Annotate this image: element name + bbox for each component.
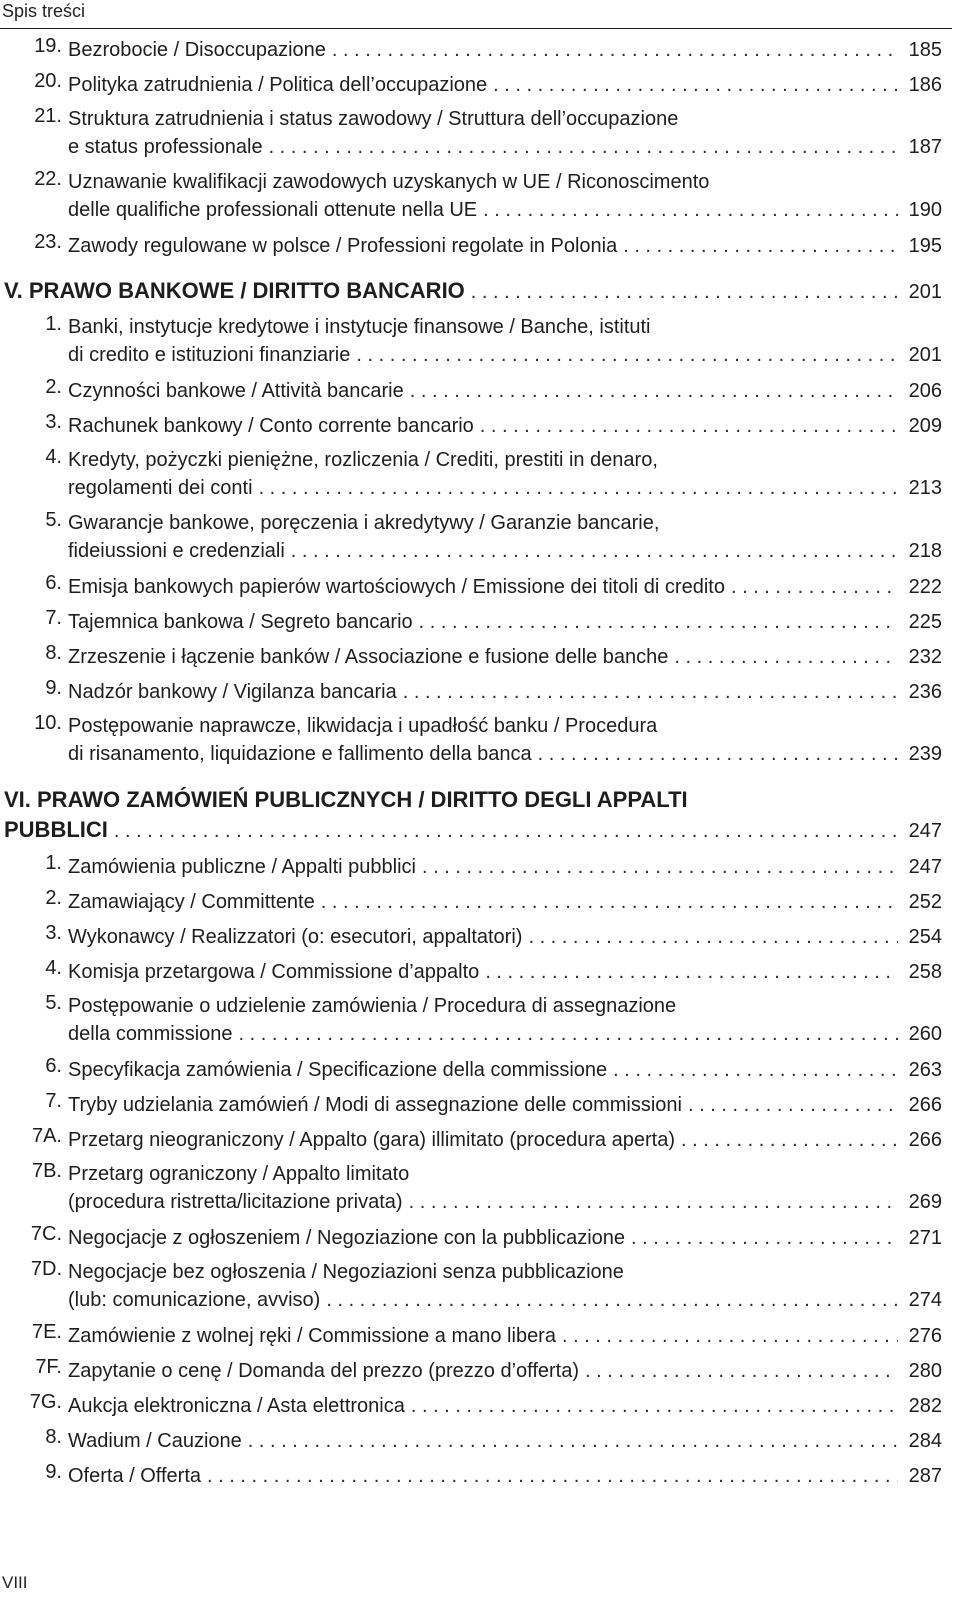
dot-leader — [248, 1427, 898, 1455]
toc-page-number: 225 — [908, 611, 942, 633]
toc-title-line: Przetarg ograniczony / Appalto limitato — [68, 1163, 410, 1185]
dot-leader — [731, 573, 898, 601]
toc-entry-body — [68, 1224, 942, 1252]
toc-entry — [0, 674, 942, 709]
running-header-title: Spis treści — [2, 1, 86, 21]
toc-title-final-line — [68, 1091, 942, 1119]
toc-entry-body — [4, 276, 942, 307]
toc-title-final-line — [4, 815, 942, 846]
toc-entry-number: 2. — [45, 376, 62, 398]
toc-entry — [0, 102, 942, 165]
toc-entry — [0, 1318, 942, 1353]
toc-entry-body — [68, 412, 942, 440]
toc-entry-number: 6. — [45, 1055, 62, 1077]
header-divider — [0, 28, 952, 29]
toc-title-line: V. PRAWO BANKOWE / DIRITTO BANCARIO — [4, 278, 465, 303]
toc-title-line: Nadzór bankowy / Vigilanza bancaria — [68, 681, 397, 703]
toc-entry-body — [68, 1091, 942, 1119]
page-number-footer: VIII — [2, 1573, 28, 1592]
toc-entry-number: 6. — [45, 572, 62, 594]
dot-leader — [623, 232, 898, 260]
toc-entry-body — [68, 36, 942, 64]
toc-page-number: 254 — [908, 926, 942, 948]
toc-entry-number: 7B. — [31, 1160, 62, 1182]
toc-title-line: Negocjacje z ogłoszeniem / Negoziazione con la pubblicazione — [68, 1227, 626, 1249]
toc-section-heading — [0, 273, 942, 310]
dot-leader — [410, 377, 898, 405]
toc-title-line: delle qualifiche professionali ottenute nella UE — [68, 199, 478, 221]
dot-leader — [291, 537, 898, 565]
toc-entry — [0, 884, 942, 919]
toc-title-line: Struktura zatrudnienia i status zawodowy / Struttura dell’occupazione — [68, 108, 679, 130]
dot-leader — [403, 678, 898, 706]
toc-entry-body — [68, 1258, 942, 1314]
toc-entry-number: 9. — [45, 1461, 62, 1483]
toc-entry-number: 7G. — [29, 1391, 62, 1413]
toc-page-number: 187 — [908, 136, 942, 158]
toc-entry-number: 7. — [45, 607, 62, 629]
toc-title-line: Zamawiający / Committente — [68, 891, 315, 913]
toc-entry — [0, 1423, 942, 1458]
toc-entry-body — [68, 71, 942, 99]
dot-leader — [688, 1091, 898, 1119]
toc-page-number: 287 — [908, 1465, 942, 1487]
toc-title-line: regolamenti dei conti — [68, 477, 253, 499]
dot-leader — [114, 816, 898, 846]
toc-entry-number: 10. — [34, 712, 62, 734]
toc-entry-body — [68, 923, 942, 951]
toc-entry-body — [68, 1322, 942, 1350]
toc-title-line: Gwarancje bankowe, poręczenia i akredytywy / Garanzie bancarie, — [68, 512, 660, 534]
toc-entry-number: 7F. — [35, 1356, 62, 1378]
toc-entry — [0, 32, 942, 67]
dot-leader — [239, 1020, 898, 1048]
dot-leader — [562, 1322, 898, 1350]
dot-leader — [321, 888, 898, 916]
toc-entry-number: 2. — [45, 887, 62, 909]
toc-title-line: Kredyty, pożyczki pieniężne, rozliczenia / Crediti, prestiti in denaro, — [68, 449, 658, 471]
toc-page-number: 258 — [908, 961, 942, 983]
toc-title-line: Zawody regulowane w polsce / Professioni regolate in Polonia — [68, 235, 618, 257]
toc-page-number: 252 — [908, 891, 942, 913]
toc-entry — [0, 919, 942, 954]
toc-title-final-line — [68, 341, 942, 369]
toc-entry — [0, 165, 942, 228]
toc-page-number: 263 — [908, 1059, 942, 1081]
dot-leader — [585, 1357, 898, 1385]
toc-entry-body — [68, 608, 942, 636]
toc-title-final-line — [68, 537, 942, 565]
toc-title-line: (procedura ristretta/licitazione privata) — [68, 1191, 403, 1213]
toc-page-number: 213 — [908, 477, 942, 499]
toc-entry-number: 8. — [45, 1426, 62, 1448]
dot-leader — [631, 1224, 898, 1252]
toc-entry — [0, 373, 942, 408]
toc-page-number: 222 — [908, 576, 942, 598]
toc-entry-number: 9. — [45, 677, 62, 699]
toc-entry — [0, 639, 942, 674]
toc-title-line: Wadium / Cauzione — [68, 1430, 242, 1452]
toc-entry — [0, 1353, 942, 1388]
toc-title-final-line — [68, 740, 942, 768]
toc-page-number: 195 — [908, 235, 942, 257]
toc-entry-body — [4, 785, 942, 846]
toc-entry-number: 1. — [45, 313, 62, 335]
dot-leader — [409, 1188, 898, 1216]
toc-title-line: Emisja bankowych papierów wartościowych / Emissione dei titoli di credito — [68, 576, 725, 598]
toc-title-line: fideiussioni e credenziali — [68, 540, 285, 562]
toc-title-line: Aukcja elektroniczna / Asta elettronica — [68, 1395, 405, 1417]
dot-leader — [422, 853, 898, 881]
toc-page-number: 236 — [908, 681, 942, 703]
toc-page-number: 271 — [908, 1227, 942, 1249]
toc-title-line: Postępowanie naprawcze, likwidacja i upadłość banku / Procedura — [68, 715, 658, 737]
toc-entry-number: 7D. — [30, 1258, 62, 1280]
dot-leader — [356, 341, 898, 369]
toc-title-final-line — [68, 853, 942, 881]
toc-entry — [0, 67, 942, 102]
toc-title-line: Przetarg nieograniczony / Appalto (gara) illimitato (procedura aperta) — [68, 1129, 675, 1151]
toc-entry — [0, 1122, 942, 1157]
toc-title-final-line — [4, 276, 942, 307]
toc-title-final-line — [68, 608, 942, 636]
toc-title-line: di credito e istituzioni finanziarie — [68, 344, 351, 366]
toc-title-line: Oferta / Offerta — [68, 1465, 202, 1487]
toc-entry-body — [68, 313, 942, 369]
toc-entry-body — [68, 573, 942, 601]
toc-entry-number: 22. — [34, 168, 62, 190]
toc-entry-body — [68, 1056, 942, 1084]
toc-title-line: (lub: comunicazione, avviso) — [68, 1289, 321, 1311]
dot-leader — [681, 1126, 898, 1154]
toc-entry-number: 5. — [45, 992, 62, 1014]
toc-title-line: Zamówienia publiczne / Appalti pubblici — [68, 856, 416, 878]
toc-entry — [0, 1087, 942, 1122]
toc-page-number: 276 — [908, 1325, 942, 1347]
toc-entry-body — [68, 509, 942, 565]
toc-title-line: Wykonawcy / Realizzatori (o: esecutori, appaltatori) — [68, 926, 523, 948]
toc-title-line: Rachunek bankowy / Conto corrente bancario — [68, 415, 474, 437]
toc-entry-number: 7. — [45, 1090, 62, 1112]
toc-title-final-line — [68, 1056, 942, 1084]
toc-entry-number: 1. — [45, 852, 62, 874]
table-of-contents — [0, 32, 942, 1493]
toc-entry-body — [68, 1462, 942, 1490]
toc-page-number: 247 — [908, 820, 942, 842]
toc-page-number: 239 — [908, 743, 942, 765]
toc-entry — [0, 506, 942, 569]
toc-entry-body — [68, 1427, 942, 1455]
toc-title-final-line — [68, 1020, 942, 1048]
toc-title-line: Zrzeszenie i łączenie banków / Associazione e fusione delle banche — [68, 646, 669, 668]
toc-title-line: Specyfikacja zamówienia / Specificazione della commissione — [68, 1059, 608, 1081]
toc-entry-body — [68, 446, 942, 502]
toc-title-final-line — [68, 888, 942, 916]
toc-entry — [0, 604, 942, 639]
toc-title-final-line — [68, 1126, 942, 1154]
toc-entry — [0, 228, 942, 263]
toc-entry-number: 5. — [45, 509, 62, 531]
dot-leader — [613, 1056, 898, 1084]
toc-page-number: 266 — [908, 1129, 942, 1151]
dot-leader — [326, 1286, 898, 1314]
toc-entry — [0, 954, 942, 989]
toc-page-number: 185 — [908, 39, 942, 61]
toc-title-final-line — [68, 412, 942, 440]
dot-leader — [207, 1462, 898, 1490]
toc-title-line: Zamówienie z wolnej ręki / Commissione a mano libera — [68, 1325, 556, 1347]
toc-page-number: 186 — [908, 74, 942, 96]
dot-leader — [411, 1392, 898, 1420]
toc-title-line: della commissione — [68, 1023, 233, 1045]
toc-title-final-line — [68, 1322, 942, 1350]
toc-title-final-line — [68, 1392, 942, 1420]
toc-entry-body — [68, 1160, 942, 1216]
toc-title-final-line — [68, 573, 942, 601]
toc-entry — [0, 1052, 942, 1087]
dot-leader — [259, 474, 898, 502]
toc-entry-body — [68, 377, 942, 405]
toc-title-line: Uznawanie kwalifikacji zawodowych uzyskanych w UE / Riconoscimento — [68, 171, 710, 193]
toc-page-number: 206 — [908, 380, 942, 402]
toc-entry-number: 21. — [34, 105, 62, 127]
toc-entry-body — [68, 712, 942, 768]
toc-title-final-line — [68, 1188, 942, 1216]
toc-title-final-line — [68, 377, 942, 405]
toc-entry — [0, 989, 942, 1052]
toc-page-number: 284 — [908, 1430, 942, 1452]
toc-entry — [0, 569, 942, 604]
toc-page-number: 260 — [908, 1023, 942, 1045]
toc-entry-number: 7A. — [31, 1125, 62, 1147]
toc-title-final-line — [68, 232, 942, 260]
toc-page-number: 282 — [908, 1395, 942, 1417]
toc-entry-body — [68, 1357, 942, 1385]
toc-title-final-line — [68, 923, 942, 951]
toc-entry — [0, 1157, 942, 1220]
dot-leader — [483, 196, 898, 224]
toc-title-line: Postępowanie o udzielenie zamówienia / Procedura di assegnazione — [68, 995, 677, 1017]
toc-page-number: 274 — [908, 1289, 942, 1311]
toc-title-line: Tajemnica bankowa / Segreto bancario — [68, 611, 413, 633]
toc-entry-body — [68, 888, 942, 916]
toc-entry-body — [68, 678, 942, 706]
toc-page-number: 247 — [908, 856, 942, 878]
toc-entry-body — [68, 168, 942, 224]
dot-leader — [269, 133, 898, 161]
toc-page-number: 232 — [908, 646, 942, 668]
toc-title-final-line — [68, 1427, 942, 1455]
toc-entry-number: 8. — [45, 642, 62, 664]
toc-page-number: 269 — [908, 1191, 942, 1213]
dot-leader — [493, 71, 898, 99]
toc-title-final-line — [68, 1224, 942, 1252]
toc-title-final-line — [68, 958, 942, 986]
dot-leader — [538, 740, 898, 768]
toc-title-final-line — [68, 71, 942, 99]
toc-entry — [0, 310, 942, 373]
toc-title-final-line — [68, 474, 942, 502]
dot-leader — [332, 36, 898, 64]
toc-title-final-line — [68, 36, 942, 64]
toc-entry-number: 7E. — [31, 1321, 62, 1343]
toc-title-line: Polityka zatrudnienia / Politica dell’occupazione — [68, 74, 488, 96]
toc-entry — [0, 1255, 942, 1318]
toc-entry-body — [68, 643, 942, 671]
toc-title-line: Tryby udzielania zamówień / Modi di assegnazione delle commissioni — [68, 1094, 682, 1116]
toc-entry-body — [68, 992, 942, 1048]
toc-entry-body — [68, 105, 942, 161]
toc-title-line: PUBBLICI — [4, 817, 108, 842]
dot-leader — [528, 923, 898, 951]
toc-page-number: 280 — [908, 1360, 942, 1382]
toc-page-number: 209 — [908, 415, 942, 437]
dot-leader — [419, 608, 898, 636]
dot-leader — [471, 277, 898, 307]
toc-entry — [0, 408, 942, 443]
toc-entry-body — [68, 232, 942, 260]
toc-section-heading — [0, 782, 942, 849]
toc-title-line: Bezrobocie / Disoccupazione — [68, 39, 326, 61]
dot-leader — [485, 958, 898, 986]
toc-title-line: Negocjacje bez ogłoszenia / Negoziazioni senza pubblicazione — [68, 1261, 624, 1283]
dot-leader — [674, 643, 898, 671]
toc-title-line: Czynności bankowe / Attività bancarie — [68, 380, 404, 402]
toc-page-number: 201 — [908, 281, 942, 303]
toc-entry-body — [68, 1126, 942, 1154]
toc-entry — [0, 443, 942, 506]
toc-title-line: VI. PRAWO ZAMÓWIEŃ PUBLICZNYCH / DIRITTO DEGLI APPALTI — [4, 787, 688, 812]
dot-leader — [480, 412, 898, 440]
toc-title-final-line — [68, 1462, 942, 1490]
toc-entry — [0, 1220, 942, 1255]
toc-entry-body — [68, 853, 942, 881]
toc-entry-number: 20. — [34, 70, 62, 92]
toc-entry-number: 3. — [45, 411, 62, 433]
toc-title-final-line — [68, 196, 942, 224]
toc-title-final-line — [68, 678, 942, 706]
toc-entry-body — [68, 1392, 942, 1420]
toc-entry-number: 23. — [34, 231, 62, 253]
toc-entry-number: 19. — [34, 35, 62, 57]
toc-page-number: 201 — [908, 344, 942, 366]
toc-title-line: Komisja przetargowa / Commissione d’appalto — [68, 961, 480, 983]
toc-entry-number: 4. — [45, 446, 62, 468]
toc-title-final-line — [68, 1357, 942, 1385]
toc-entry-body — [68, 958, 942, 986]
toc-title-final-line — [68, 1286, 942, 1314]
toc-entry-number: 3. — [45, 922, 62, 944]
toc-title-line: e status professionale — [68, 136, 263, 158]
toc-entry — [0, 1458, 942, 1493]
toc-page-number: 190 — [908, 199, 942, 221]
toc-title-final-line — [68, 133, 942, 161]
toc-entry-number: 7C. — [30, 1223, 62, 1245]
toc-title-line: Zapytanie o cenę / Domanda del prezzo (prezzo d’offerta) — [68, 1360, 580, 1382]
toc-entry — [0, 709, 942, 772]
toc-page-number: 266 — [908, 1094, 942, 1116]
toc-title-line: Banki, instytucje kredytowe i instytucje finansowe / Banche, istituti — [68, 316, 651, 338]
toc-title-final-line — [68, 643, 942, 671]
toc-page-number: 218 — [908, 540, 942, 562]
toc-title-line: di risanamento, liquidazione e fallimento della banca — [68, 743, 532, 765]
toc-entry — [0, 1388, 942, 1423]
toc-entry — [0, 849, 942, 884]
toc-entry-number: 4. — [45, 957, 62, 979]
